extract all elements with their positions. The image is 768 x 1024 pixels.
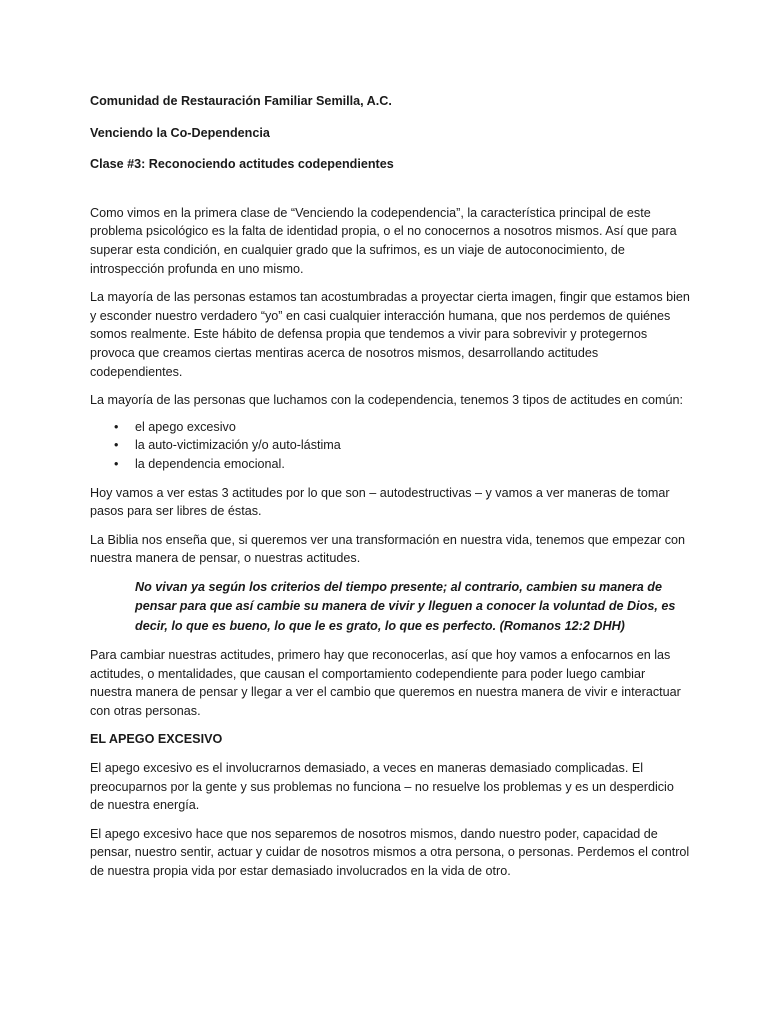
paragraph-change: Para cambiar nuestras actitudes, primero hay que reconocerlas, así que hoy vamos a enfocarnos en las actitudes, o mentalidades, que causan el comportamiento codependiente para poder luego cambiar nuestra manera de pensar y llegar a ver el cambio que queremos en nuestra manera de vivir e interactuar con otras personas. xyxy=(90,648,681,718)
list-item xyxy=(90,455,690,474)
organization-name: Comunidad de Restauración Familiar Semilla, A.C. xyxy=(90,94,392,108)
section-title: EL APEGO EXCESIVO xyxy=(90,732,223,747)
course-title: Venciendo la Co-Dependencia xyxy=(90,125,270,140)
list-item-text: el apego excesivo xyxy=(135,419,236,434)
paragraph-today: Hoy vamos a ver estas 3 actitudes por lo que son – autodestructivas – y vamos a ver maneras de tomar pasos para ser libres de éstas. xyxy=(90,485,670,519)
bullet-icon: • xyxy=(114,438,119,453)
list-item-text: la dependencia emocional. xyxy=(135,456,285,471)
paragraph-bible: La Biblia nos enseña que, si queremos ver una transformación en nuestra vida, tenemos que empezar con nuestra manera de pensar, o nuestras actitudes. xyxy=(90,532,686,566)
list-item xyxy=(90,418,690,437)
paragraph-apego-definition: El apego excesivo es el involucrarnos demasiado, a veces en maneras demasiado complicadas. El preocuparnos por la gente y sus problemas no funciona – no resuelve los problemas y es un desperdicio de nuestra energía. xyxy=(90,761,674,813)
paragraph-intro: Como vimos en la primera clase de “Venciendo la codependencia”, la característica principal de este problema psicológico es la falta de identidad propia, o el no conocernos a nosotros mismos. Así que para superar esta condición, en cualquier grado que la sufrimos, es un viaje de autoconocimiento, de introspección profunda en uno mismo. xyxy=(90,205,677,276)
bullet-icon: • xyxy=(114,419,119,434)
bible-quote: No vivan ya según los criterios del tiempo presente; al contrario, cambien su manera de pensar para que así cambie su manera de vivir y lleguen a conocer la voluntad de Dios, es decir, lo que es bueno, lo que le es grato, lo que es perfecto. (Romanos 12:2 DHH) xyxy=(135,579,676,633)
lesson-title: Clase #3: Reconociendo actitudes codependientes xyxy=(90,157,394,172)
list-item xyxy=(90,436,690,455)
document-page xyxy=(90,92,690,891)
list-item-text: la auto-victimización y/o auto-lástima xyxy=(135,438,341,453)
bullet-icon: • xyxy=(114,456,119,471)
attitudes-list xyxy=(90,418,690,474)
paragraph-image: La mayoría de las personas estamos tan acostumbradas a proyectar cierta imagen, fingir que estamos bien y esconder nuestro verdadero “yo” en casi cualquier interacción humana, que nos perdemos de quiénes somos realmente. Este hábito de defensa propia que tendemos a vivir para sobrevivir y protegernos provoca que creamos ciertas mentiras acerca de nosotros mismos, desarrollando actitudes codependientes. xyxy=(90,290,690,379)
paragraph-apego-effects: El apego excesivo hace que nos separemos de nosotros mismos, dando nuestro poder, capacidad de pensar, nuestro sentir, actuar y cuidar de nosotros mismos a otra persona, o personas. Perdemos el control de nuestra propia vida por estar demasiado involucrados en la vida de otro. xyxy=(90,826,690,879)
document-header xyxy=(90,92,690,174)
paragraph-attitudes: La mayoría de las personas que luchamos con la codependencia, tenemos 3 tipos de actitudes en común: xyxy=(90,393,683,408)
